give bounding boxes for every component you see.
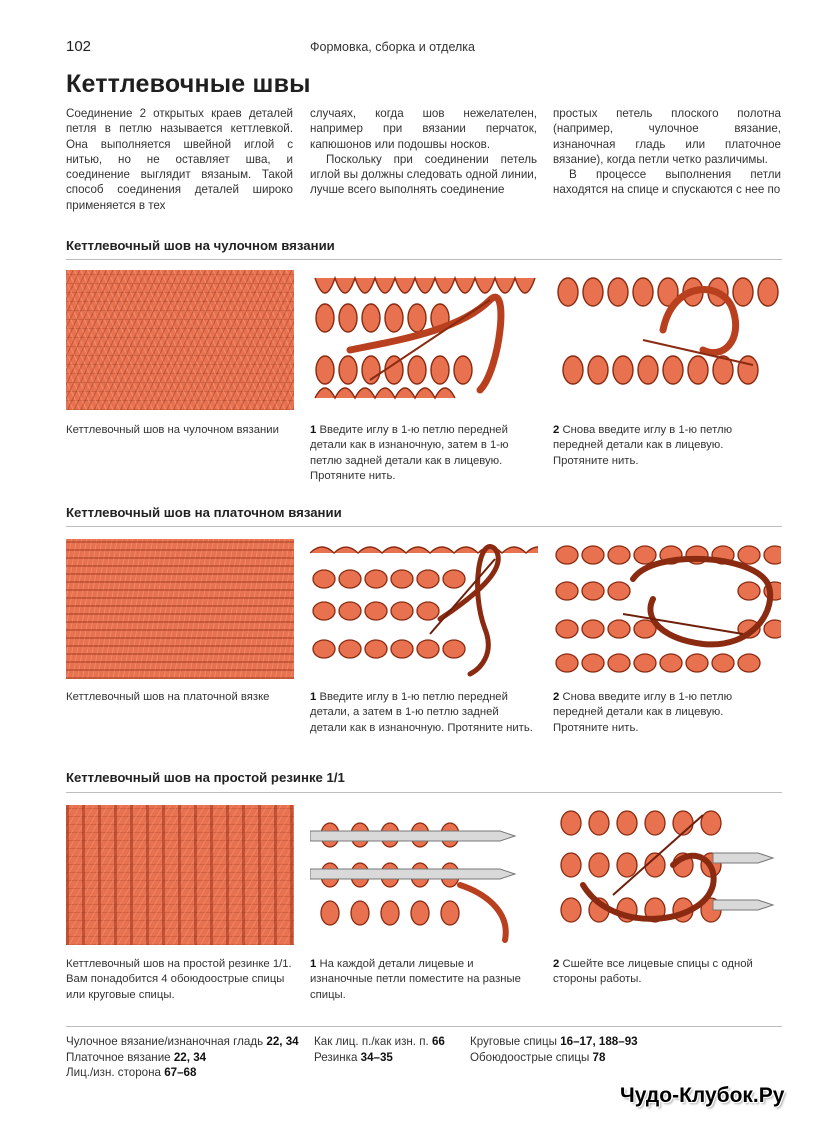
- stockinette-seam-photo: [66, 270, 294, 410]
- step-number: 2: [553, 958, 560, 970]
- photo-caption: Кеттлевочный шов на простой резинке 1/1. Вам понадобится 4 обоюдоострые спицы или круговые спицы.: [66, 958, 292, 1001]
- step2-illustration-rib: [553, 805, 781, 945]
- step-caption: [553, 957, 781, 988]
- cross-ref-item[interactable]: [66, 1050, 299, 1066]
- cross-ref-column-1: [66, 1034, 299, 1081]
- step-caption: [310, 957, 538, 1003]
- garter-seam-photo: [66, 539, 294, 679]
- rib-seam-photo: [66, 805, 294, 945]
- cross-ref-label: Чулочное вязание/изнаночная гладь: [66, 1035, 264, 1048]
- section-divider: [66, 792, 782, 793]
- cross-ref-label: Резинка: [314, 1050, 358, 1064]
- step2-illustration-garter: [553, 539, 781, 679]
- cross-ref-item[interactable]: [314, 1034, 445, 1050]
- running-head: Формовка, сборка и отделка: [310, 40, 475, 54]
- step-text: Введите иглу в 1-ю петлю передней детали как в изнаночную, затем в 1-ю петлю задней детали как в лицевую. Протяните нить.: [310, 424, 509, 482]
- step-caption: [310, 690, 538, 736]
- intro-paragraph: Соединение 2 открытых краев деталей петля в петлю называется кеттлевкой. Она выполняется швейной иглой с нитью, но не оставляет шва, и соединение выглядит вязаным. Такой способ соединения деталей широко применяется в тех: [66, 107, 293, 212]
- step-number: 1: [310, 958, 317, 970]
- cross-ref-item[interactable]: [66, 1065, 299, 1081]
- page-number: 102: [66, 38, 92, 55]
- section-heading-stockinette: Кеттлевочный шов на чулочном вязании: [66, 238, 335, 253]
- cross-ref-pages: 66: [431, 1035, 445, 1048]
- cross-ref-item[interactable]: [314, 1050, 445, 1066]
- intro-paragraph: случаях, когда шов нежелателен, например при вязании перчаток, капюшонов или подошвы носков.: [310, 107, 537, 151]
- section-divider: [66, 526, 782, 527]
- step-text: Снова введите иглу в 1-ю петлю передней детали как в лицевую. Протяните нить.: [553, 691, 733, 734]
- intro-column-3: [553, 106, 781, 198]
- step-text: Сшейте все лицевые спицы с одной стороны работы.: [553, 958, 753, 986]
- step-number: 1: [310, 424, 317, 436]
- cross-ref-label: Круговые спицы: [470, 1035, 557, 1048]
- cross-ref-pages: 16–17, 188–93: [560, 1035, 638, 1048]
- cross-ref-label: Как лиц. п./как изн. п.: [314, 1035, 429, 1048]
- step-text: Снова введите иглу в 1-ю петлю передней детали как в лицевую. Протяните нить.: [553, 424, 733, 467]
- section-divider: [66, 259, 782, 260]
- photo-caption: Кеттлевочный шов на чулочном вязании: [66, 424, 279, 436]
- section-heading-rib: Кеттлевочный шов на простой резинке 1/1: [66, 770, 345, 785]
- cross-ref-pages: 78: [592, 1050, 606, 1064]
- section-heading-garter: Кеттлевочный шов на платочном вязании: [66, 505, 342, 520]
- page-title: Кеттлевочные швы: [66, 70, 311, 98]
- intro-column-1: [66, 106, 293, 213]
- cross-ref-pages: 67–68: [164, 1066, 197, 1079]
- cross-ref-column-2: [314, 1034, 445, 1065]
- site-watermark: Чудо-Клубок.Ру: [620, 1084, 785, 1107]
- cross-ref-pages: 22, 34: [173, 1050, 207, 1064]
- cross-ref-item[interactable]: [66, 1034, 299, 1050]
- cross-ref-item[interactable]: [470, 1034, 638, 1050]
- intro-paragraph: Поскольку при соединении петель иглой вы должны следовать одной линии, лучше всего выполнять соединение: [310, 152, 537, 197]
- step1-illustration-garter: [310, 539, 538, 679]
- step-text: Введите иглу в 1-ю петлю передней детали, а затем в 1-ю петлю задней детали как в изнаночную. Протяните нить.: [310, 691, 533, 734]
- step2-illustration-stockinette: [553, 270, 781, 410]
- footer-divider: [66, 1026, 782, 1027]
- cross-ref-pages: 22, 34: [266, 1035, 299, 1048]
- cross-ref-column-3: [470, 1034, 638, 1065]
- step-number: 2: [553, 691, 560, 703]
- cross-ref-label: Лиц./изн. сторона: [66, 1066, 161, 1079]
- step-number: 1: [310, 691, 317, 703]
- cross-ref-pages: 34–35: [360, 1050, 393, 1064]
- step-caption: [310, 423, 538, 484]
- step-text: На каждой детали лицевые и изнаночные петли поместите на разные спицы.: [310, 958, 521, 1001]
- cross-ref-label: Платочное вязание: [66, 1050, 171, 1064]
- intro-paragraph: В процессе выполнения петли находятся на спице и спускаются с нее по: [553, 168, 781, 197]
- intro-column-2: [310, 106, 537, 198]
- cross-ref-label: Обоюдоострые спицы: [470, 1050, 590, 1064]
- step-number: 2: [553, 424, 560, 436]
- step-caption: [553, 690, 781, 736]
- photo-caption: Кеттлевочный шов на платочной вязке: [66, 691, 270, 703]
- cross-ref-item[interactable]: [470, 1050, 638, 1066]
- intro-paragraph: простых петель плоского полотна (например, чулочное вязание, изнаночная гладь или платочное вязание), когда петли четко различимы.: [553, 107, 781, 166]
- step-caption: [553, 423, 781, 469]
- step1-illustration-stockinette: [310, 270, 538, 410]
- step1-illustration-rib: [310, 805, 538, 945]
